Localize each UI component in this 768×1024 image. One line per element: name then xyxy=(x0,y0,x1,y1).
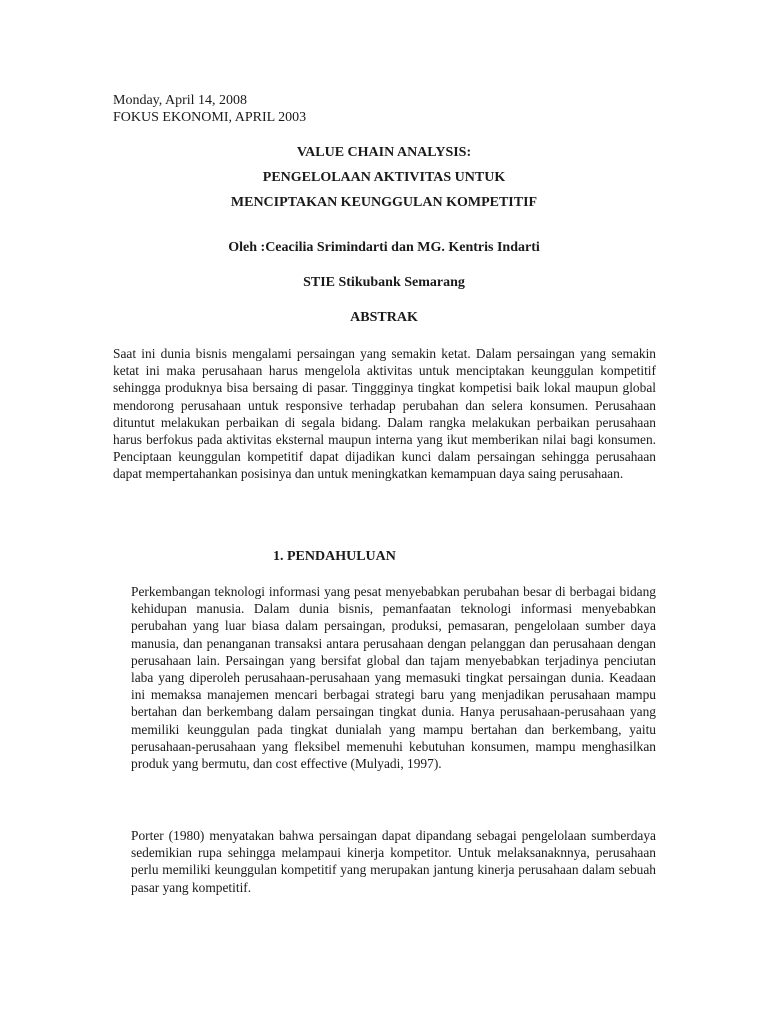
body-paragraph-2: Porter (1980) menyatakan bahwa persaingan dapat dipandang sebagai pengelolaan sumberdaya sedemikian rupa sehingga melampaui kinerja kompetitor. Untuk melaksanaknnya, perusahaan perlu memiliki keunggulan kompetitif yang merupakan jantung kinerja perusahaan dalam sebuah pasar yang kompetitif. xyxy=(131,828,656,895)
publication-date: Monday, April 14, 2008 xyxy=(113,93,248,108)
abstract-heading: ABSTRAK xyxy=(350,310,418,325)
title-line-3: MENCIPTAKAN KEUNGGULAN KOMPETITIF xyxy=(230,195,538,210)
title-line-2: PENGELOLAAN AKTIVITAS UNTUK xyxy=(262,170,506,185)
body-paragraph-1: Perkembangan teknologi informasi yang pesat menyebabkan perubahan besar di berbagai bidang kehidupan manusia. Dalam dunia bisnis, pemanfaatan teknologi informasi menyebabkan perubahan yang luar biasa dalam persaingan, produksi, pemasaran, pengelolaan sumber daya manusia, dan penanganan transaksi antara perusahaan dengan pelanggan dan perusahaan dengan perusahaan lain. Persaingan yang bersifat global dan tajam menyebabkan terjadinya penciutan laba yang diperoleh perusahaan-perusahaan yang memasuki tingkat persaingan dunia. Keadaan ini memaksa manajemen mencari berbagai strategi baru yang menjadikan perusahaan mampu bertahan dan berkembang dalam persaingan tingkat dunia. Hanya perusahaan-perusahaan yang memiliki keunggulan pada tingkat dunialah yang mampu bertahan dan berkembang, yaitu perusahaan-perusahaan yang fleksibel memenuhi kebutuhan konsumen, mampu menghasilkan produk yang bermutu, dan cost effective (Mulyadi, 1997). xyxy=(131,584,656,772)
abstract-paragraph: Saat ini dunia bisnis mengalami persaingan yang semakin ketat. Dalam persaingan yang semakin ketat ini maka perusahaan harus mengelola aktivitas untuk menciptakan keunggulan kompetitif sehingga produknya bisa bersaing di pasar. Tinggginya tingkat kompetisi baik lokal maupun global mendorong perusahaan untuk responsive terhadap perubahan dan selera konsumen. Perusahaan dituntut melakukan perbaikan di segala bidang. Dalam rangka melakukan perbaikan perusahaan harus berfokus pada aktivitas eksternal maupun interna yang ikut memberikan nilai bagi konsumen. Penciptaan keunggulan kompetitif dapat dijadikan kunci dalam persaingan sehingga perusahaan dapat mempertahankan posisinya dan untuk meningkatkan kemampuan daya saing perusahaan. xyxy=(113,346,656,482)
publication-source: FOKUS EKONOMI, APRIL 2003 xyxy=(113,110,307,125)
author-line: Oleh :Ceacilia Srimindarti dan MG. Kentris Indarti xyxy=(228,240,540,255)
institution-line: STIE Stikubank Semarang xyxy=(303,275,465,290)
title-line-1: VALUE CHAIN ANALYSIS: xyxy=(296,145,472,160)
section-heading-pendahuluan: 1. PENDAHULUAN xyxy=(273,549,396,564)
